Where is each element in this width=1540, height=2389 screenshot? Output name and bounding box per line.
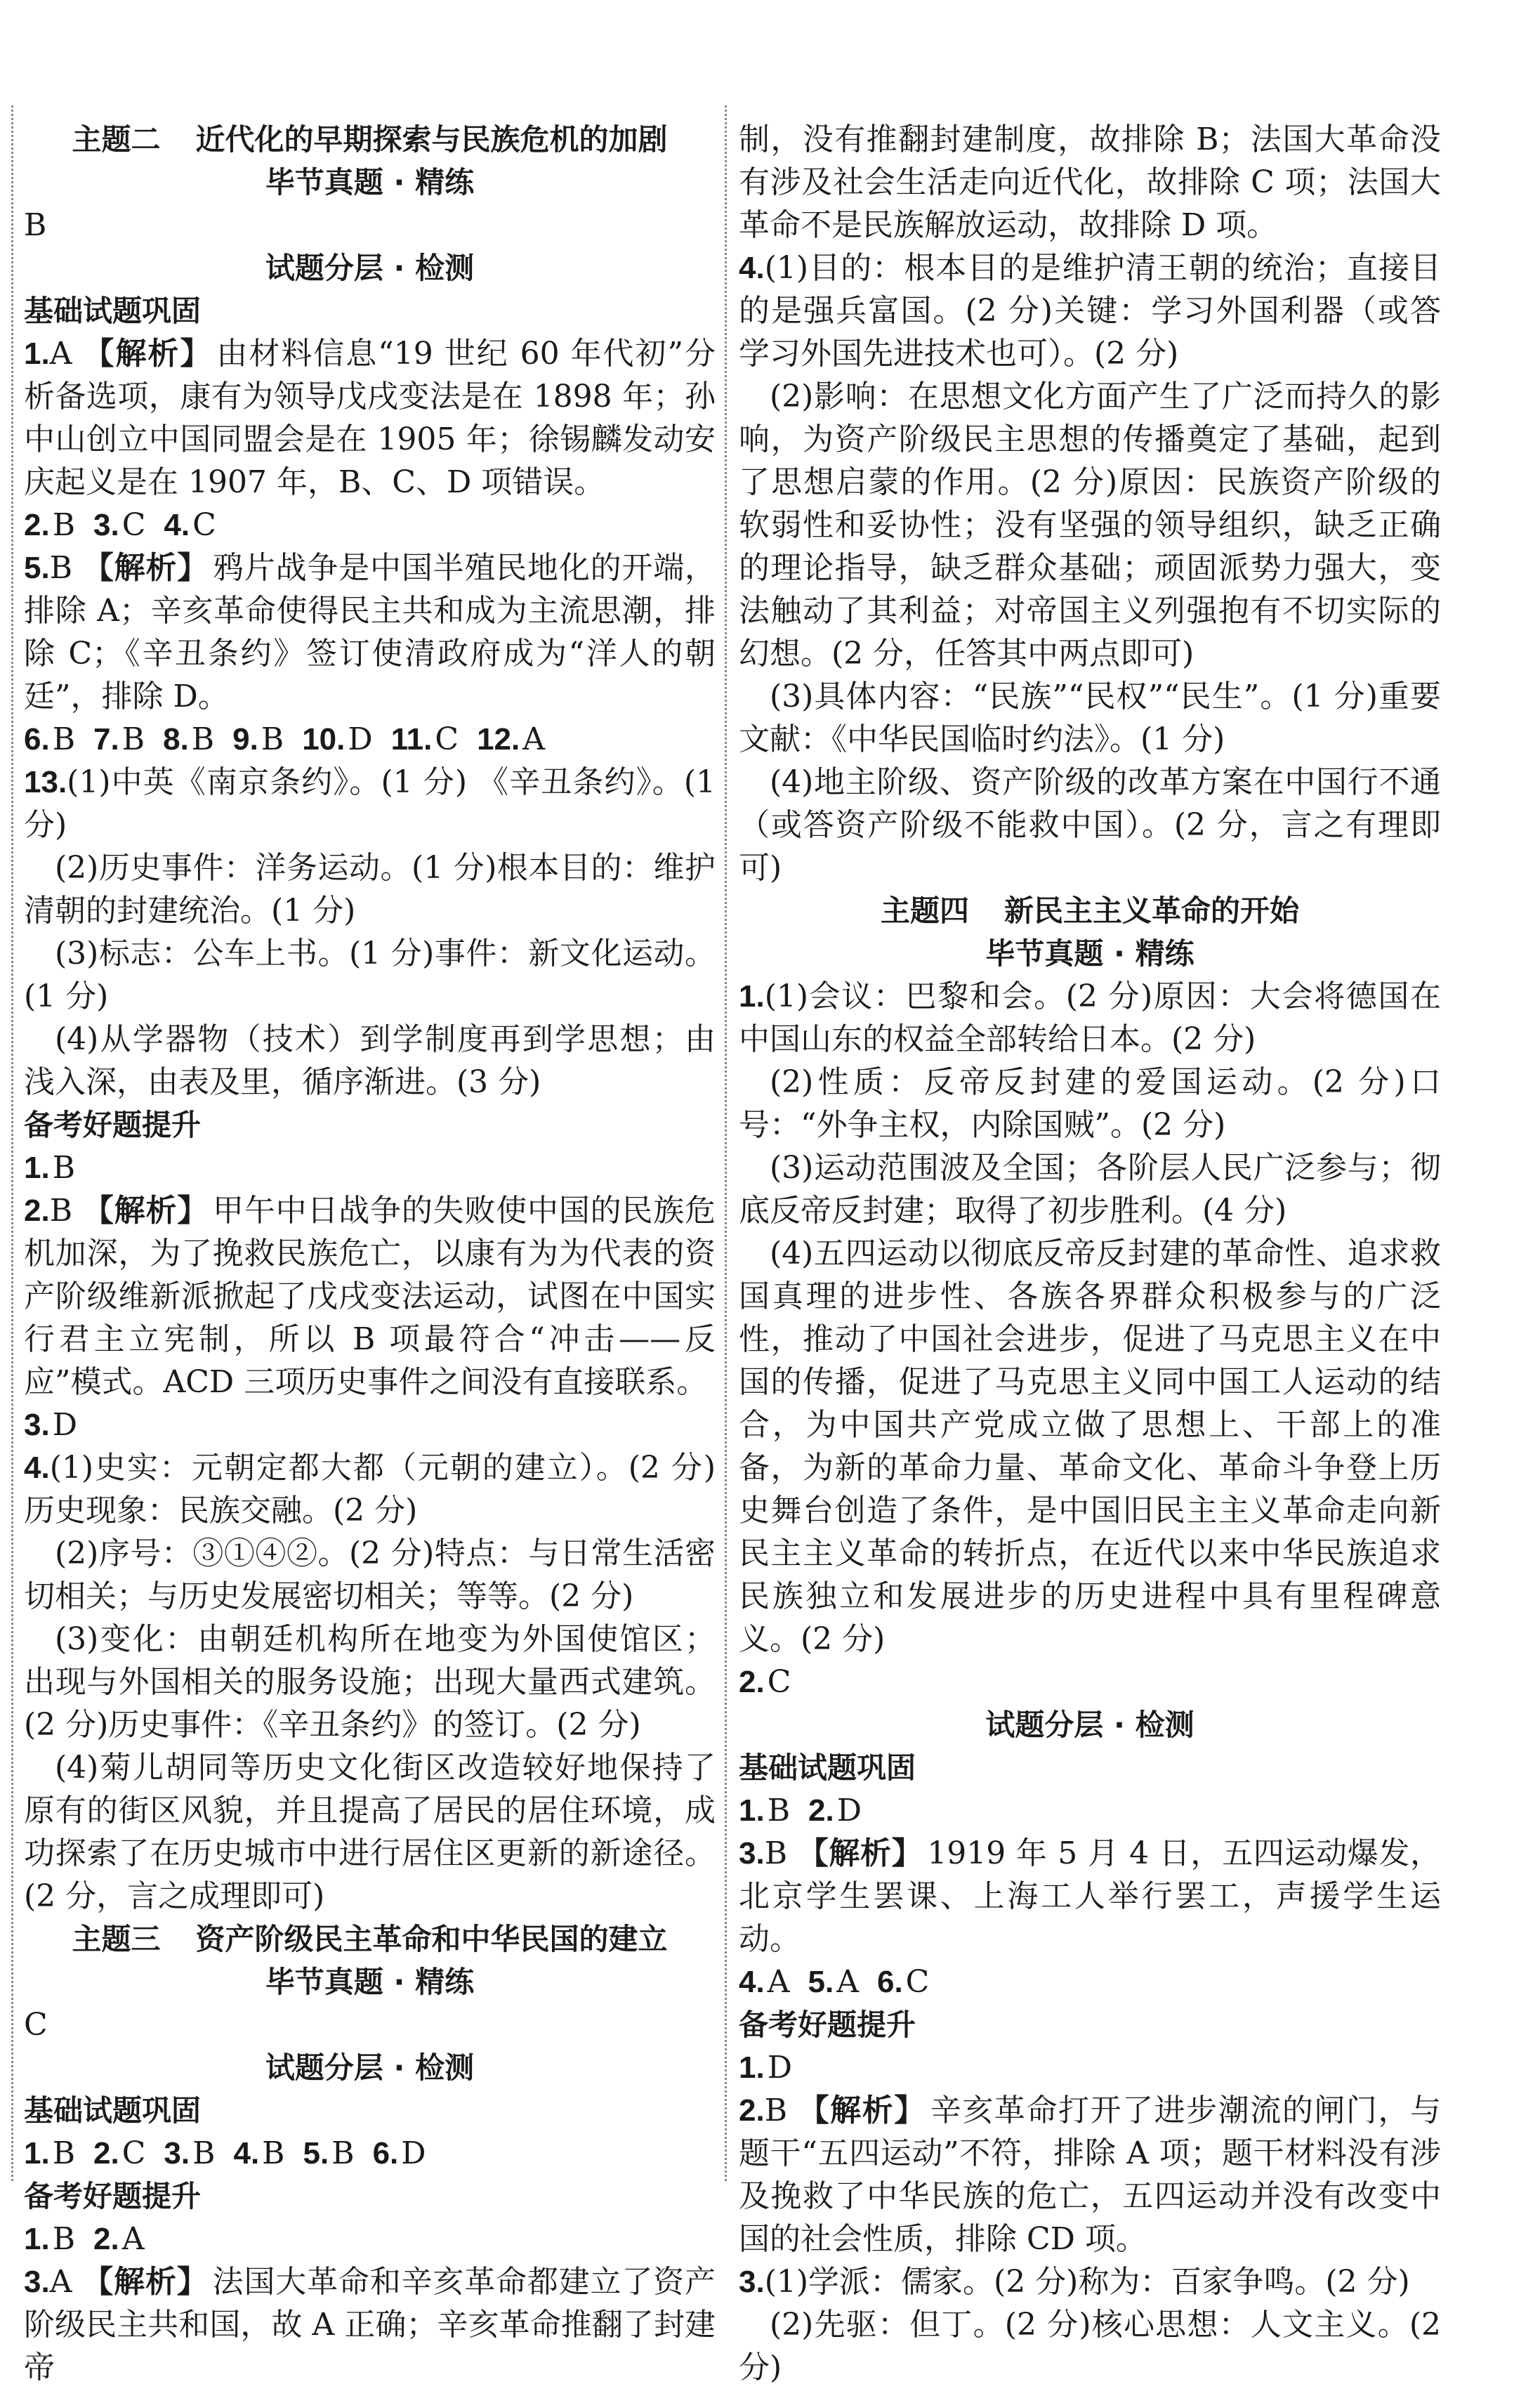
question-number: 6. bbox=[372, 2136, 399, 2171]
topic-name: 资产阶级民主革命和中华民国的建立 bbox=[195, 1922, 668, 1956]
section-heading: 基础试题巩固 bbox=[24, 2093, 202, 2128]
answer-text: (1)中英《南京条约》。(1 分) 《辛丑条约》。(1 分) bbox=[24, 764, 716, 843]
answer-row bbox=[739, 1961, 1441, 2003]
question-number: 4. bbox=[233, 2136, 260, 2171]
topic-name: 近代化的早期探索与民族危机的加剧 bbox=[195, 122, 668, 157]
question-number: 1. bbox=[24, 2222, 50, 2256]
topic-title bbox=[24, 1918, 716, 1961]
answer-choice: D bbox=[348, 721, 373, 757]
question-number: 5. bbox=[24, 551, 50, 585]
answer-choice: B bbox=[764, 1835, 788, 1871]
sub-answer: (2)历史事件：洋务运动。(1 分)根本目的：维护清朝的封建统治。(1 分) bbox=[24, 850, 716, 929]
answer-text: 由材料信息“19 世纪 60 年代初”分析备选项，康有为领导戊戌变法是在 1898 年；孙中山创立中国同盟会是在 1905 年；徐锡麟发动安庆起义是在 1907 年，B、C、D 项错误。 bbox=[24, 336, 716, 500]
topic-number: 主题二 bbox=[72, 122, 161, 157]
answer-text: B bbox=[24, 207, 47, 243]
answer-choice: B bbox=[121, 721, 145, 757]
right-column bbox=[739, 118, 1441, 2389]
analysis-label: 【解析】 bbox=[82, 550, 209, 586]
answer-row bbox=[24, 1403, 716, 1446]
question-number: 5. bbox=[303, 2136, 329, 2171]
sub-answer: (2)先驱：但丁。(2 分)核心思想：人文主义。(2 分) bbox=[739, 2307, 1441, 2385]
section-heading: 备考好题提升 bbox=[24, 1108, 202, 1142]
question-number: 3. bbox=[24, 2265, 50, 2299]
topic-name: 新民主主义革命的开始 bbox=[1004, 894, 1300, 928]
question-number: 12. bbox=[477, 722, 520, 757]
answer-choice: C bbox=[121, 507, 146, 543]
sub-answer: (3)具体内容：“民族”“民权”“民生”。(1 分)重要文献：《中华民国临时约法》。(1 分) bbox=[739, 679, 1441, 757]
analysis-label: 【解析】 bbox=[82, 1193, 209, 1229]
answer-choice: A bbox=[836, 1964, 859, 2000]
analysis-label: 【解析】 bbox=[81, 2264, 209, 2300]
answer-text: (1)学派：儒家。(2 分)称为：百家争鸣。(2 分) bbox=[764, 2264, 1410, 2300]
sub-answer: (2)性质：反帝反封建的爱国运动。(2 分)口号：“外争主权，内除国贼”。(2 分) bbox=[739, 1064, 1441, 1143]
question-number: 13. bbox=[24, 765, 67, 799]
answer-text: 制，没有推翻封建制度，故排除 B；法国大革命没有涉及社会生活走向近代化，故排除 C 项；法国大革命不是民族解放运动，故排除 D 项。 bbox=[739, 122, 1441, 243]
section-title: 试题分层 · 检测 bbox=[265, 251, 475, 285]
question-number: 1. bbox=[24, 2136, 50, 2171]
analysis-label: 【解析】 bbox=[797, 1835, 923, 1871]
column-divider-left bbox=[11, 105, 13, 2181]
question-number: 2. bbox=[739, 2093, 765, 2128]
topic-title bbox=[24, 118, 716, 161]
answer-choice: B bbox=[767, 1793, 791, 1828]
topic-title bbox=[739, 889, 1441, 932]
question-number: 9. bbox=[232, 722, 258, 757]
sub-answer: (4)五四运动以彻底反帝反封建的革命性、追求救国真理的进步性、各族各界群众积极参与的广泛性，推动了中国社会进步，促进了马克思主义在中国的传播，促进了马克思主义同中国工人运动的结合，为中国共产党成立做了思想上、干部上的准备，为新的革命力量、革命文化、革命斗争登上历史舞台创造了条件，是中国旧民主主义革命走向新民主主义革命的转折点，在近代以来中华民族追求民族独立和发展进步的历史进程中具有里程碑意义。(2 分) bbox=[739, 1236, 1441, 1657]
question-number: 2. bbox=[739, 1665, 765, 1699]
answer-choice: B bbox=[331, 2135, 355, 2171]
question-number: 2. bbox=[93, 2222, 119, 2256]
answer-choice: B bbox=[52, 2135, 76, 2171]
answer-item bbox=[24, 546, 716, 718]
question-number: 1. bbox=[739, 2050, 765, 2085]
answer-choice: B bbox=[49, 550, 73, 586]
column-divider-middle bbox=[725, 105, 727, 2181]
answer-row bbox=[739, 2046, 1441, 2089]
section-heading: 基础试题巩固 bbox=[739, 1750, 916, 1785]
question-number: 1. bbox=[24, 336, 50, 371]
answer-choice: A bbox=[121, 2221, 145, 2257]
answer-row bbox=[739, 1789, 1441, 1832]
sub-answer: (4)从学器物（技术）到学制度再到学思想；由浅入深，由表及里，循序渐进。(3 分) bbox=[24, 1021, 716, 1100]
answer-text: 法国大革命和辛亥革命都建立了资产阶级民主共和国，故 A 正确；辛亥革命推翻了封建帝 bbox=[24, 2264, 716, 2385]
answer-choice: B bbox=[52, 507, 76, 543]
answer-text: (1)目的：根本目的是维护清王朝的统治；直接目的是强兵富国。(2 分)关键：学习外国利器（或答学习外国先进技术也可）。(2 分) bbox=[739, 250, 1441, 372]
question-number: 1. bbox=[739, 1793, 765, 1828]
answer-choice: B bbox=[192, 2135, 216, 2171]
answer-item bbox=[739, 975, 1441, 1061]
question-number: 6. bbox=[876, 1965, 903, 1999]
answer-text: 甲午中日战争的失败使中国的民族危机加深，为了挽救民族危亡，以康有为为代表的资产阶级维新派掀起了戊戌变法运动，试图在中国实行君主立宪制，所以 B 项最符合“冲击——反应”模式。ACD 三项历史事件之间没有直接联系。 bbox=[24, 1193, 716, 1400]
analysis-label: 【解析】 bbox=[797, 2093, 926, 2128]
question-number: 2. bbox=[93, 2136, 119, 2171]
question-number: 2. bbox=[808, 1793, 834, 1828]
answer-choice: D bbox=[836, 1793, 862, 1828]
answer-item bbox=[24, 1446, 716, 1532]
answer-choice: B bbox=[52, 2221, 76, 2257]
left-column bbox=[24, 118, 716, 2389]
sub-answer: (4)菊儿胡同等历史文化街区改造较好地保持了原有的街区风貌，并且提高了居民的居住环境，成功探索了在历史城市中进行居住区更新的新途径。(2 分，言之成理即可) bbox=[24, 1750, 716, 1914]
answer-choice: A bbox=[767, 1964, 790, 2000]
sub-answer: (3)标志：公车上书。(1 分)事件：新文化运动。(1 分) bbox=[24, 936, 716, 1014]
analysis-label: 【解析】 bbox=[81, 336, 213, 372]
answer-row bbox=[24, 718, 716, 761]
section-heading: 基础试题巩固 bbox=[24, 294, 202, 328]
question-number: 4. bbox=[739, 251, 765, 285]
question-number: 7. bbox=[93, 722, 119, 757]
answer-choice: B bbox=[49, 1193, 73, 1229]
answer-choice: B bbox=[52, 721, 76, 757]
answer-choice: C bbox=[435, 721, 459, 757]
answer-choice: B bbox=[262, 2135, 285, 2171]
question-number: 5. bbox=[808, 1965, 834, 1999]
question-number: 3. bbox=[24, 1408, 50, 1442]
question-number: 3. bbox=[93, 508, 119, 542]
section-title: 毕节真题 · 精练 bbox=[265, 1965, 475, 1999]
question-number: 4. bbox=[739, 1965, 765, 1999]
question-number: 6. bbox=[24, 722, 50, 757]
answer-choice: D bbox=[767, 2050, 792, 2086]
question-number: 1. bbox=[24, 1151, 50, 1185]
answer-choice: C bbox=[192, 507, 216, 543]
section-heading: 备考好题提升 bbox=[739, 2008, 916, 2042]
question-number: 3. bbox=[164, 2136, 190, 2171]
sub-answer: (2)序号：③①④②。(2 分)特点：与日常生活密切相关；与历史发展密切相关；等等。(2 分) bbox=[24, 1536, 716, 1614]
answer-text: (1)史实：元朝定都大都（元朝的建立）。(2 分)历史现象：民族交融。(2 分) bbox=[24, 1450, 716, 1529]
answer-row bbox=[739, 1661, 1441, 1703]
section-title: 试题分层 · 检测 bbox=[985, 1708, 1195, 1742]
section-heading: 备考好题提升 bbox=[24, 2179, 202, 2213]
question-number: 2. bbox=[24, 508, 50, 542]
answer-text: C bbox=[24, 2007, 48, 2043]
answer-item bbox=[739, 2260, 1441, 2303]
answer-item bbox=[24, 1189, 716, 1403]
answer-choice: B bbox=[764, 2093, 788, 2128]
answer-choice: A bbox=[522, 721, 546, 757]
answer-choice: A bbox=[49, 336, 72, 372]
question-number: 4. bbox=[24, 1451, 50, 1485]
answer-item bbox=[24, 2260, 716, 2389]
answer-item bbox=[739, 2089, 1441, 2260]
answer-choice: D bbox=[52, 1407, 77, 1443]
answer-row bbox=[24, 2218, 716, 2260]
sub-answer: (3)运动范围波及全国；各阶层人民广泛参与；彻底反帝反封建；取得了初步胜利。(4 分) bbox=[739, 1150, 1441, 1229]
answer-text: (1)会议：巴黎和会。(2 分)原因：大会将德国在中国山东的权益全部转给日本。(2 分) bbox=[739, 978, 1441, 1057]
question-number: 8. bbox=[163, 722, 189, 757]
topic-number: 主题四 bbox=[880, 894, 969, 928]
question-number: 1. bbox=[739, 979, 765, 1014]
section-title: 毕节真题 · 精练 bbox=[985, 936, 1195, 971]
answer-item bbox=[739, 247, 1441, 375]
answer-choice: C bbox=[121, 2135, 146, 2171]
answer-text: 鸦片战争是中国半殖民地化的开端，排除 A；辛亥革命使得民主共和成为主流思潮，排除 C；《辛丑条约》签订使清政府成为“洋人的朝廷”，排除 D。 bbox=[24, 550, 716, 714]
answer-choice: D bbox=[401, 2135, 426, 2171]
section-title: 试题分层 · 检测 bbox=[265, 2050, 475, 2085]
answer-choice: B bbox=[261, 721, 284, 757]
sub-answer: (2)影响：在思想文化方面产生了广泛而持久的影响，为资产阶级民主思想的传播奠定了基础，起到了思想启蒙的作用。(2 分)原因：民族资产阶级的软弱性和妥协性；没有坚强的领导组织，缺乏正确的理论指导，缺乏群众基础；顽固派势力强大，变法触动了其利益；对帝国主义列强抱有不切实际的幻想。(2 分，任答其中两点即可) bbox=[739, 379, 1441, 672]
answer-choice: A bbox=[49, 2264, 72, 2300]
question-number: 4. bbox=[164, 508, 190, 542]
answer-row bbox=[24, 1146, 716, 1189]
question-number: 2. bbox=[24, 1193, 50, 1228]
sub-answer: (4)地主阶级、资产阶级的改革方案在中国行不通（或答资产阶级不能救中国）。(2 分，言之有理即可) bbox=[739, 764, 1441, 886]
answer-item bbox=[24, 332, 716, 504]
question-number: 3. bbox=[739, 1836, 765, 1871]
answer-item bbox=[739, 1832, 1441, 1961]
section-title: 毕节真题 · 精练 bbox=[265, 165, 475, 199]
question-number: 10. bbox=[302, 722, 345, 757]
answer-row bbox=[24, 2132, 716, 2175]
answer-choice: C bbox=[905, 1964, 930, 2000]
answer-choice: B bbox=[191, 721, 215, 757]
question-number: 11. bbox=[390, 722, 433, 757]
topic-number: 主题三 bbox=[72, 1922, 161, 1956]
question-number: 3. bbox=[739, 2265, 765, 2299]
answer-row bbox=[24, 504, 716, 546]
answer-text: 辛亥革命打开了进步潮流的闸门，与题干“五四运动”不符，排除 A 项；题干材料没有涉及挽救了中华民族的危亡，五四运动并没有改变中国的社会性质，排除 CD 项。 bbox=[739, 2093, 1442, 2257]
answer-choice: B bbox=[52, 1150, 76, 1186]
answer-text: 1919 年 5 月 4 日，五四运动爆发，北京学生罢课、上海工人举行罢工，声援学生运动。 bbox=[739, 1835, 1441, 1957]
answer-choice: C bbox=[767, 1664, 791, 1700]
sub-answer: (3)变化：由朝廷机构所在地变为外国使馆区；出现与外国相关的服务设施；出现大量西式建筑。(2 分)历史事件：《辛丑条约》的签订。(2 分) bbox=[24, 1621, 716, 1743]
answer-item bbox=[24, 761, 716, 846]
